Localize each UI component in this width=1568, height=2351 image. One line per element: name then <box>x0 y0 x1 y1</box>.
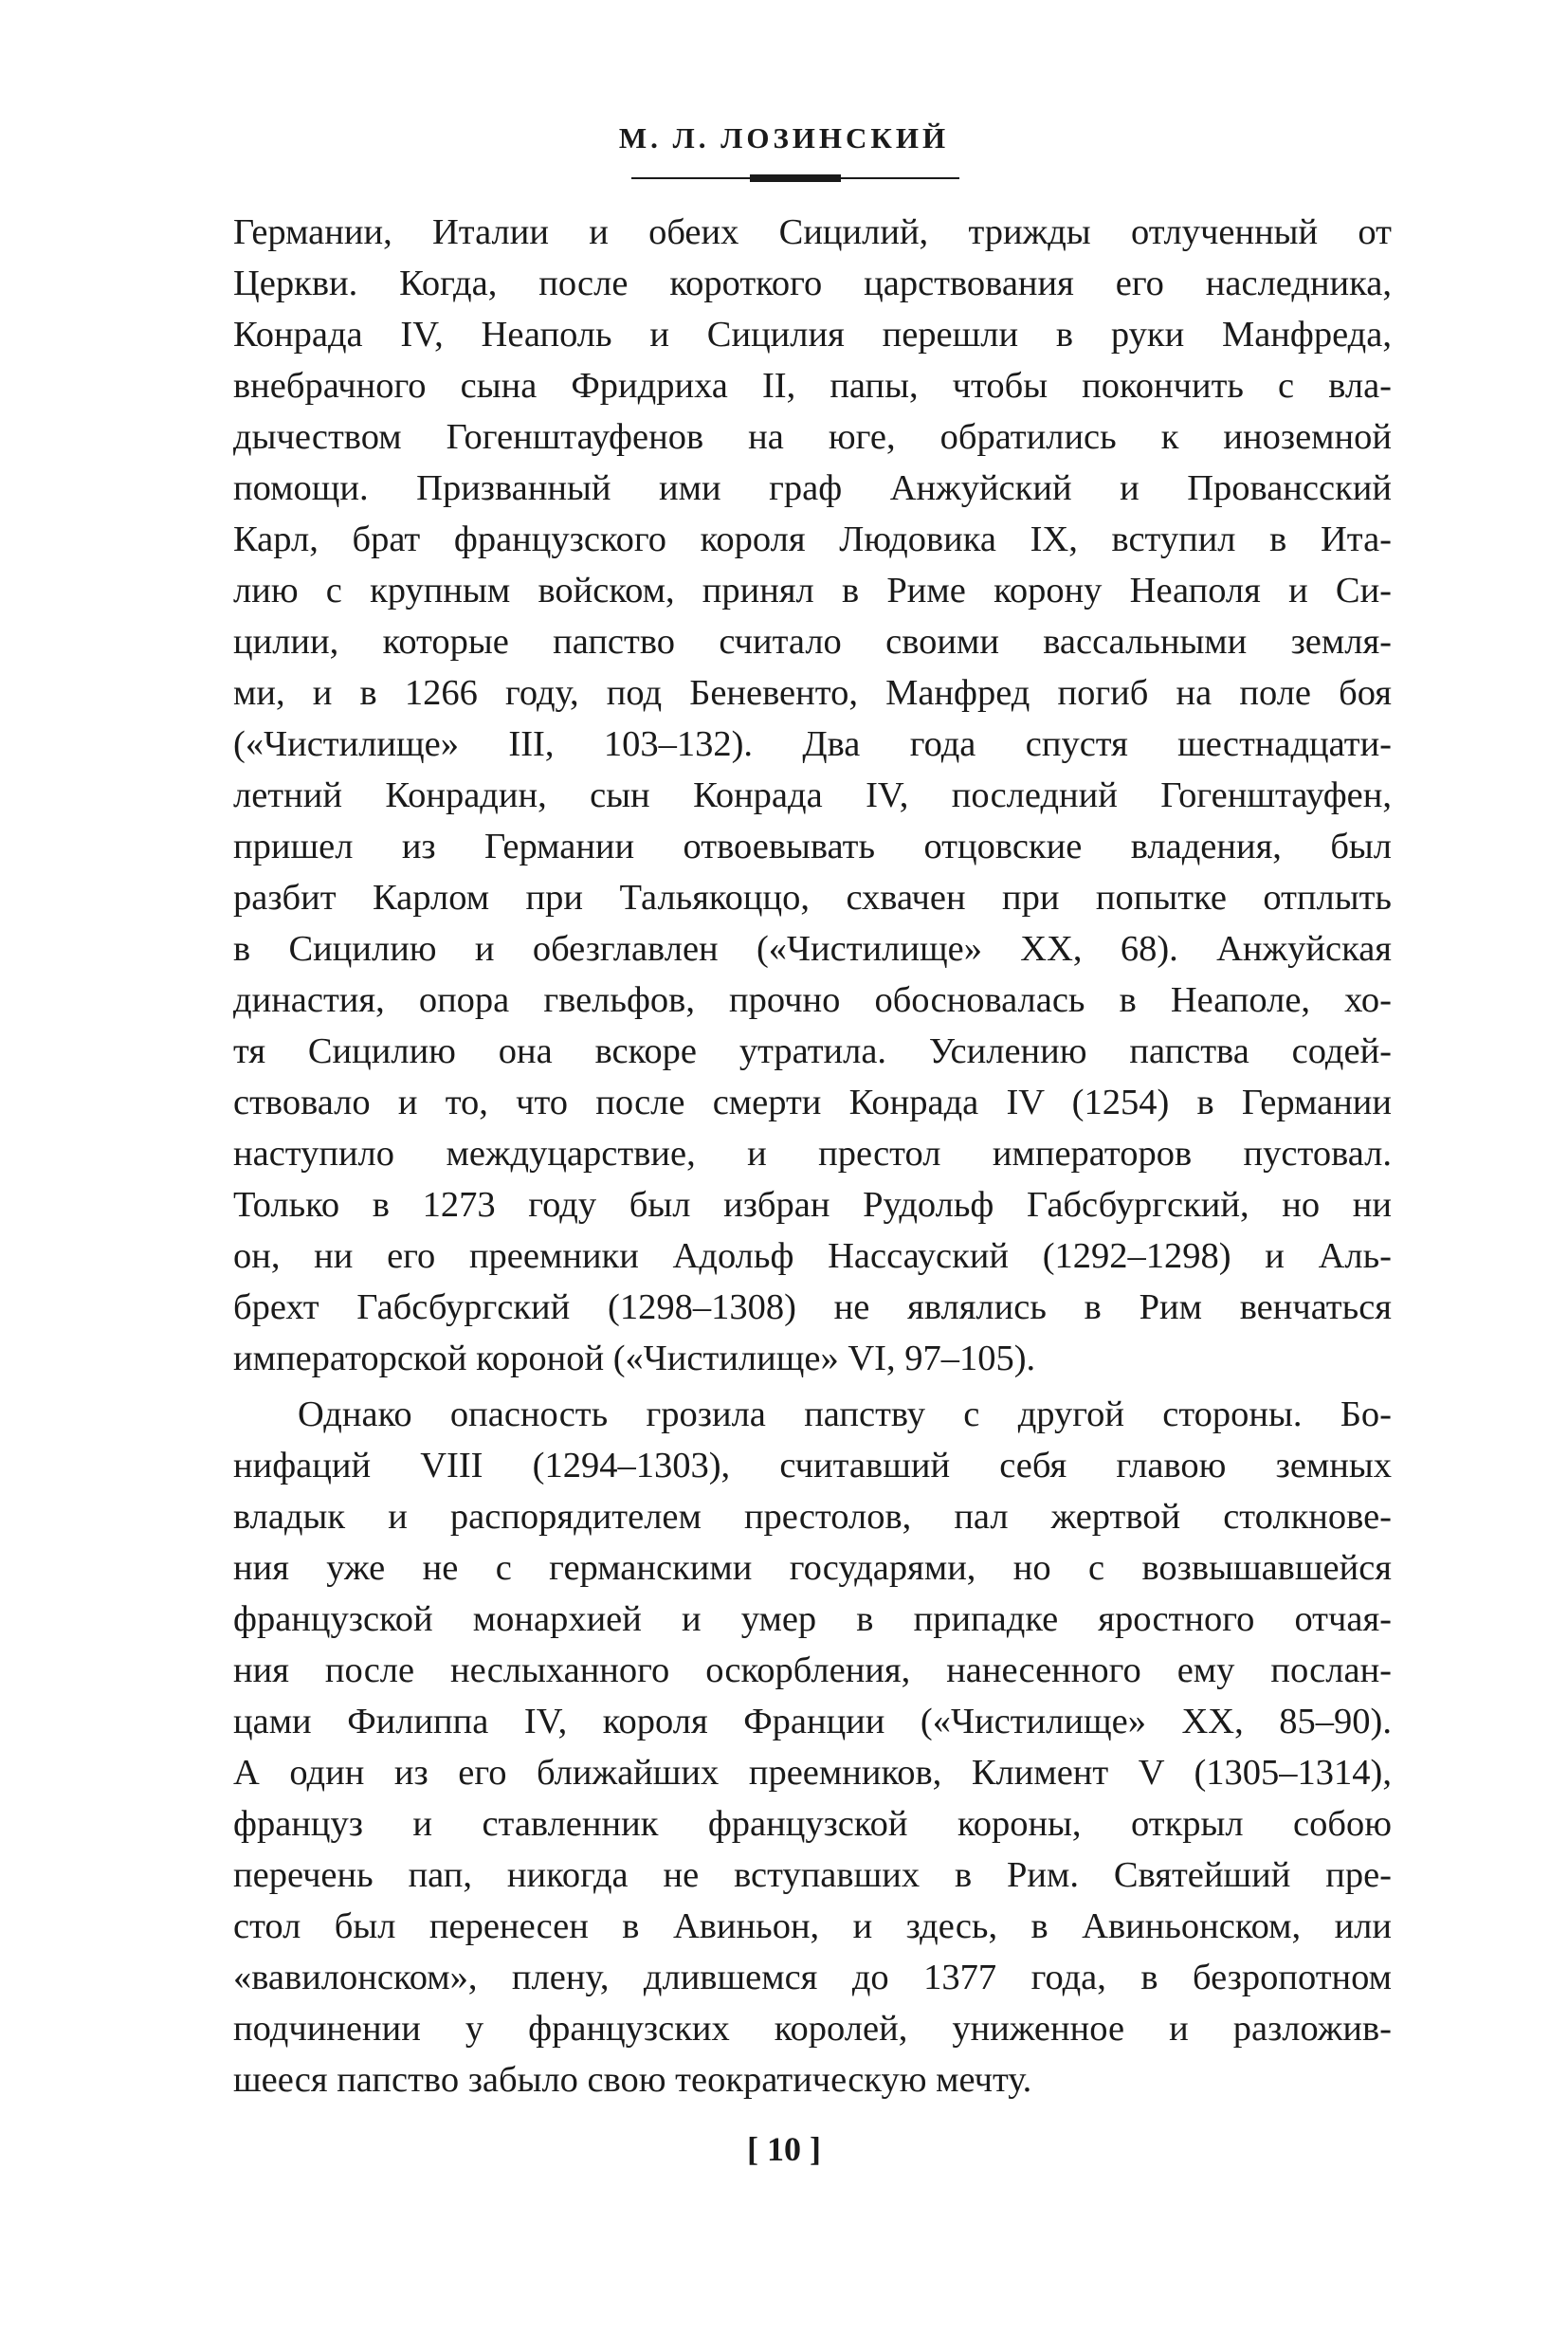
text-line: Церкви. Когда, после короткого царствования его наследника, <box>233 264 1392 303</box>
text-line: («Чистилище» III, 103–132). Два года спустя шестнадцати- <box>233 724 1392 764</box>
text-line: пришел из Германии отвоевывать отцовские владения, был <box>233 827 1392 866</box>
text-line: стол был перенесен в Авиньон, и здесь, в Авиньонском, или <box>233 1906 1392 1946</box>
page-number: [ 10 ] <box>747 2130 821 2168</box>
text-line: француз и ставленник французской короны, открыл собою <box>233 1804 1392 1844</box>
paragraph <box>233 207 1392 1384</box>
text-line: ния уже не с германскими государями, но с возвышавшейся <box>233 1548 1392 1588</box>
text-line: ми, и в 1266 году, под Беневенто, Манфред погиб на поле боя <box>233 673 1392 713</box>
text-line: цилии, которые папство считало своими вассальными земля- <box>233 622 1392 662</box>
text-line: цами Филиппа IV, короля Франции («Чистилище» XX, 85–90). <box>233 1702 1392 1741</box>
text-line: подчинении у французских королей, униженное и разложив- <box>233 2009 1392 2049</box>
text-line: тя Сицилию она вскоре утратила. Усилению папства содей- <box>233 1031 1392 1071</box>
text-line: помощи. Призванный ими граф Анжуйский и Прованcский <box>233 468 1392 508</box>
text-line: ствовало и то, что после смерти Конрада IV (1254) в Германии <box>233 1083 1392 1122</box>
text-line: династия, опора гвельфов, прочно обосновалась в Неаполе, хо- <box>233 980 1392 1020</box>
text-line: лию с крупным войском, принял в Риме корону Неаполя и Си- <box>233 571 1392 611</box>
text-line: Германии, Италии и обеих Сицилий, трижды отлученный от <box>233 212 1392 252</box>
header-rule <box>631 174 959 184</box>
text-line: Однако опасность грозила папству с другой стороны. Бо- <box>298 1394 1392 1434</box>
header-rule-thick <box>750 174 841 182</box>
text-line: брехт Габсбургский (1298–1308) не являлись в Рим венчаться <box>233 1287 1392 1327</box>
text-line: наступило междуцарствие, и престол императоров пустовал. <box>233 1134 1392 1174</box>
text-line: «вавилонском», плену, длившемся до 1377 года, в безропотном <box>233 1958 1392 1997</box>
text-line: разбит Карлом при Тальякоццо, схвачен при попытке отплыть <box>233 878 1392 918</box>
text-line: императорской короной («Чистилище» VI, 97–105). <box>233 1339 1036 1378</box>
text-line: летний Конрадин, сын Конрада IV, последний Гогенштауфен, <box>233 775 1392 815</box>
text-line: Конрада IV, Неаполь и Сицилия перешли в руки Манфреда, <box>233 315 1392 355</box>
body-text <box>233 207 1392 2105</box>
text-line: Только в 1273 году был избран Рудольф Габсбургский, но ни <box>233 1185 1392 1225</box>
text-line: перечень пап, никогда не вступавших в Рим. Святейший пре- <box>233 1855 1392 1895</box>
running-head: М. Л. ЛОЗИНСКИЙ <box>618 121 950 155</box>
text-line: нифаций VIII (1294–1303), считавший себя главою земных <box>233 1446 1392 1485</box>
paragraph <box>233 1389 1392 2105</box>
text-line: А один из его ближайших преемников, Климент V (1305–1314), <box>233 1753 1392 1793</box>
text-line: владык и распорядителем престолов, пал жертвой столкнове- <box>233 1497 1392 1537</box>
text-line: Карл, брат французского короля Людовика IX, вступил в Ита- <box>233 519 1392 559</box>
text-line: шееся папство забыло свою теократическую мечту. <box>233 2060 1032 2100</box>
text-line: французской монархией и умер в припадке яростного отчая- <box>233 1599 1392 1639</box>
text-line: дычеством Гогенштауфенов на юге, обратились к иноземной <box>233 417 1392 457</box>
text-line: он, ни его преемники Адольф Нассауский (1292–1298) и Аль- <box>233 1236 1392 1276</box>
text-line: внебрачного сына Фридриха II, папы, чтобы покончить с вла- <box>233 366 1392 406</box>
text-line: ния после неслыханного оскорбления, нанесенного ему послан- <box>233 1650 1392 1690</box>
text-line: в Сицилию и обезглавлен («Чистилище» XX, 68). Анжуйская <box>233 929 1392 969</box>
